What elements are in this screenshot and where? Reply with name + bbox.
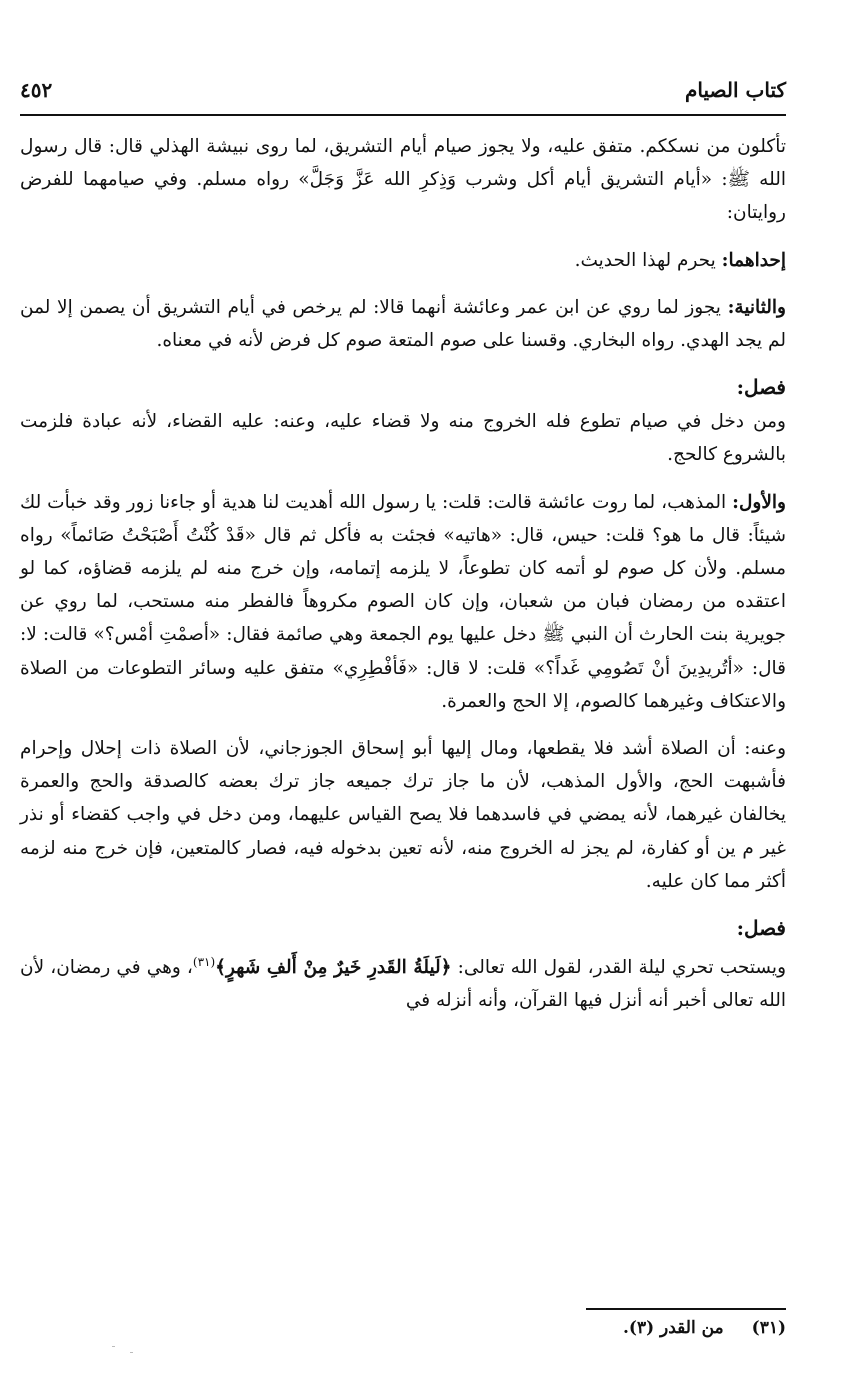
paragraph-3-text: يجوز لما روي عن ابن عمر وعائشة أنهما قالا: لم يرخص في أيام التشريق أن يصمن إلا لمن لم يجد الهدي. رواه البخاري. وقسنا على صوم المتعة صوم كل فرض لأنه في معناه. [20,296,786,352]
scan-speck [130,1352,133,1353]
paragraph-4: ومن دخل في صيام تطوع فله الخروج منه ولا قضاء عليه، وعنه: عليه القضاء، لأنه عبادة فلزمت بالشروع كالحج. [20,411,786,466]
paragraph-2-text: يحرم لهذا الحديث. [574,249,722,271]
paragraph-2-label: إحداهما: [721,249,786,271]
header-rule [20,114,786,116]
footnote-number: (٣١) [751,1318,786,1338]
quran-verse: ﴿لَيلَةُ القَدرِ خَيرٌ مِنْ أَلفِ شَهرٍ﴾ [215,957,452,979]
section-heading-2: فصل: [736,916,786,941]
page-header [20,72,786,108]
paragraph-5 [20,486,786,718]
paragraph-7-start: ويستحب تحري ليلة القدر، لقول الله تعالى: [451,957,786,979]
scan-speck [112,1346,115,1347]
footnote-rule [586,1308,786,1310]
footnote-reference: (٣١) [192,955,216,970]
paragraph-5-text: المذهب، لما روت عائشة قالت: قلت: يا رسول الله أهديت لنا هدية أو جاءنا زور وقد خبأت لك شيئاً: قال ما هو؟ قلت: حيس، قال: «هاتيه» فجئت به فأكل ثم قال «قَدْ كُنْتُ أَصْبَحْتُ صَائماً» رواه مسلم. ولأن كل صوم لو أتمه كان تطوعاً، لا يلزمه إتمامه، وإن خرج منه لم يلزمه قضاؤه، كما لو اعتقده من رمضان فبان من شعبان، وإن كان الصوم مكروهاً فالفطر منه مستحب، لما روي عن جويرية بنت الحارث أن النبي ﷺ دخل عليها يوم الجمعة وهي صائمة فقال: «أصمْتِ أمْس؟» قالت: لا: قال: «أتُريدِينَ أنْ تَصُومِي غَداً؟» قلت: لا قال: «فَأفْطِرِي» متفق عليه وسائر التطوعات من الصلاة والاعتكاف وغيرهما كالصوم، إلا الحج والعمرة. [20,491,786,712]
chapter-title: كتاب الصيام [685,78,786,102]
paragraph-3 [20,291,786,357]
footnote-text: من القدر (٣). [622,1318,724,1338]
paragraph-7 [20,946,786,1018]
paragraph-1: تأكلون من نسككم. متفق عليه، ولا يجوز صيام أيام التشريق، لما روى نبيشة الهذلي قال: قال رسول الله ﷺ: «أيام التشريق أيام أكل وشرب وَذِكرِ الله عَزَّ وَجَلَّ» رواه مسلم. وفي صيامهما للفرض روايتان: [20,136,786,224]
page-number: ٤٥٢ [20,78,53,102]
page-body [20,130,786,1032]
paragraph-5-label: والأول: [732,491,786,513]
paragraph-2 [20,244,786,277]
section-heading-1: فصل: [736,375,786,400]
footnote [623,1318,786,1338]
document-page [20,64,786,1364]
paragraph-7-end: ، وهي في رمضان، لأن الله تعالى أخبر أنه أنزل فيها القرآن، وأنه أنزله في [20,957,786,1012]
paragraph-3-label: والثانية: [727,296,786,318]
paragraph-6: وعنه: أن الصلاة أشد فلا يقطعها، ومال إليها أبو إسحاق الجوزجاني، لأن الصلاة ذات إحلال وإحرام فأشبهت الحج، والأول المذهب، لأن ما جاز ترك جميعه جاز ترك بعضه كالصدقة والحج والعمرة يخالفان غيرهما، لأنه يمضي في فاسدهما فلا يصح القياس عليهما، ومن دخل في واجب كقضاء أو نذر غير م ين أو كفارة، لم يجز له الخروج منه، لأنه تعين بدخوله فيه، فصار كالمتعين، فإن خرج منه لزمه أكثر مما كان عليه. [20,738,786,892]
